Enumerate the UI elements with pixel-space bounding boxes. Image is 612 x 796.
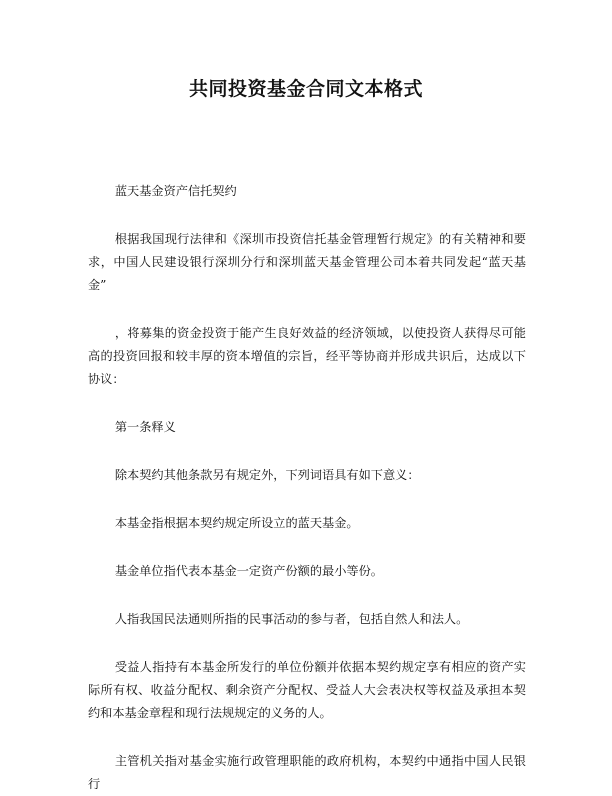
- paragraph-trust-deed-name: 蓝天基金资产信托契约: [114, 184, 237, 198]
- paragraph-definitions-intro: 除本契约其他条款另有规定外，下列词语具有如下意义：: [114, 468, 420, 482]
- paragraph-preamble: 根据我国现行法律和《深圳市投资信托基金管理暂行规定》的有关精神和要求，中国人民建设银行深圳分行和深圳蓝天基金管理公司本着共同发起“蓝天基金”: [88, 232, 526, 292]
- paragraph-definition-fund: 本基金指根据本契约规定所设立的蓝天基金。: [114, 516, 359, 530]
- paragraph-definition-beneficiary: 受益人指持有本基金所发行的单位份额并依据本契约规定享有相应的资产实际所有权、收益分配权、剩余资产分配权、受益人大会表决权等权益及承担本契约和本基金章程和现行法规规定的义务的人。: [88, 660, 526, 720]
- paragraph-purpose: ，将募集的资金投资于能产生良好效益的经济领域，以使投资人获得尽可能高的投资回报和较丰厚的资本增值的宗旨，经平等协商并形成共识后，达成以下协议：: [88, 326, 526, 386]
- paragraph-definition-authority: 主管机关指对基金实施行政管理职能的政府机构，本契约中通指中国人民银行: [88, 754, 526, 791]
- document-title: 共同投资基金合同文本格式: [188, 78, 423, 100]
- paragraph-article-1-heading: 第一条释义: [114, 420, 176, 434]
- paragraph-definition-fund-unit: 基金单位指代表本基金一定资产份额的最小等份。: [114, 564, 383, 578]
- document-body: [88, 180, 526, 796]
- paragraph-definition-person: 人指我国民法通则所指的民事活动的参与者，包括自然人和法人。: [114, 612, 469, 626]
